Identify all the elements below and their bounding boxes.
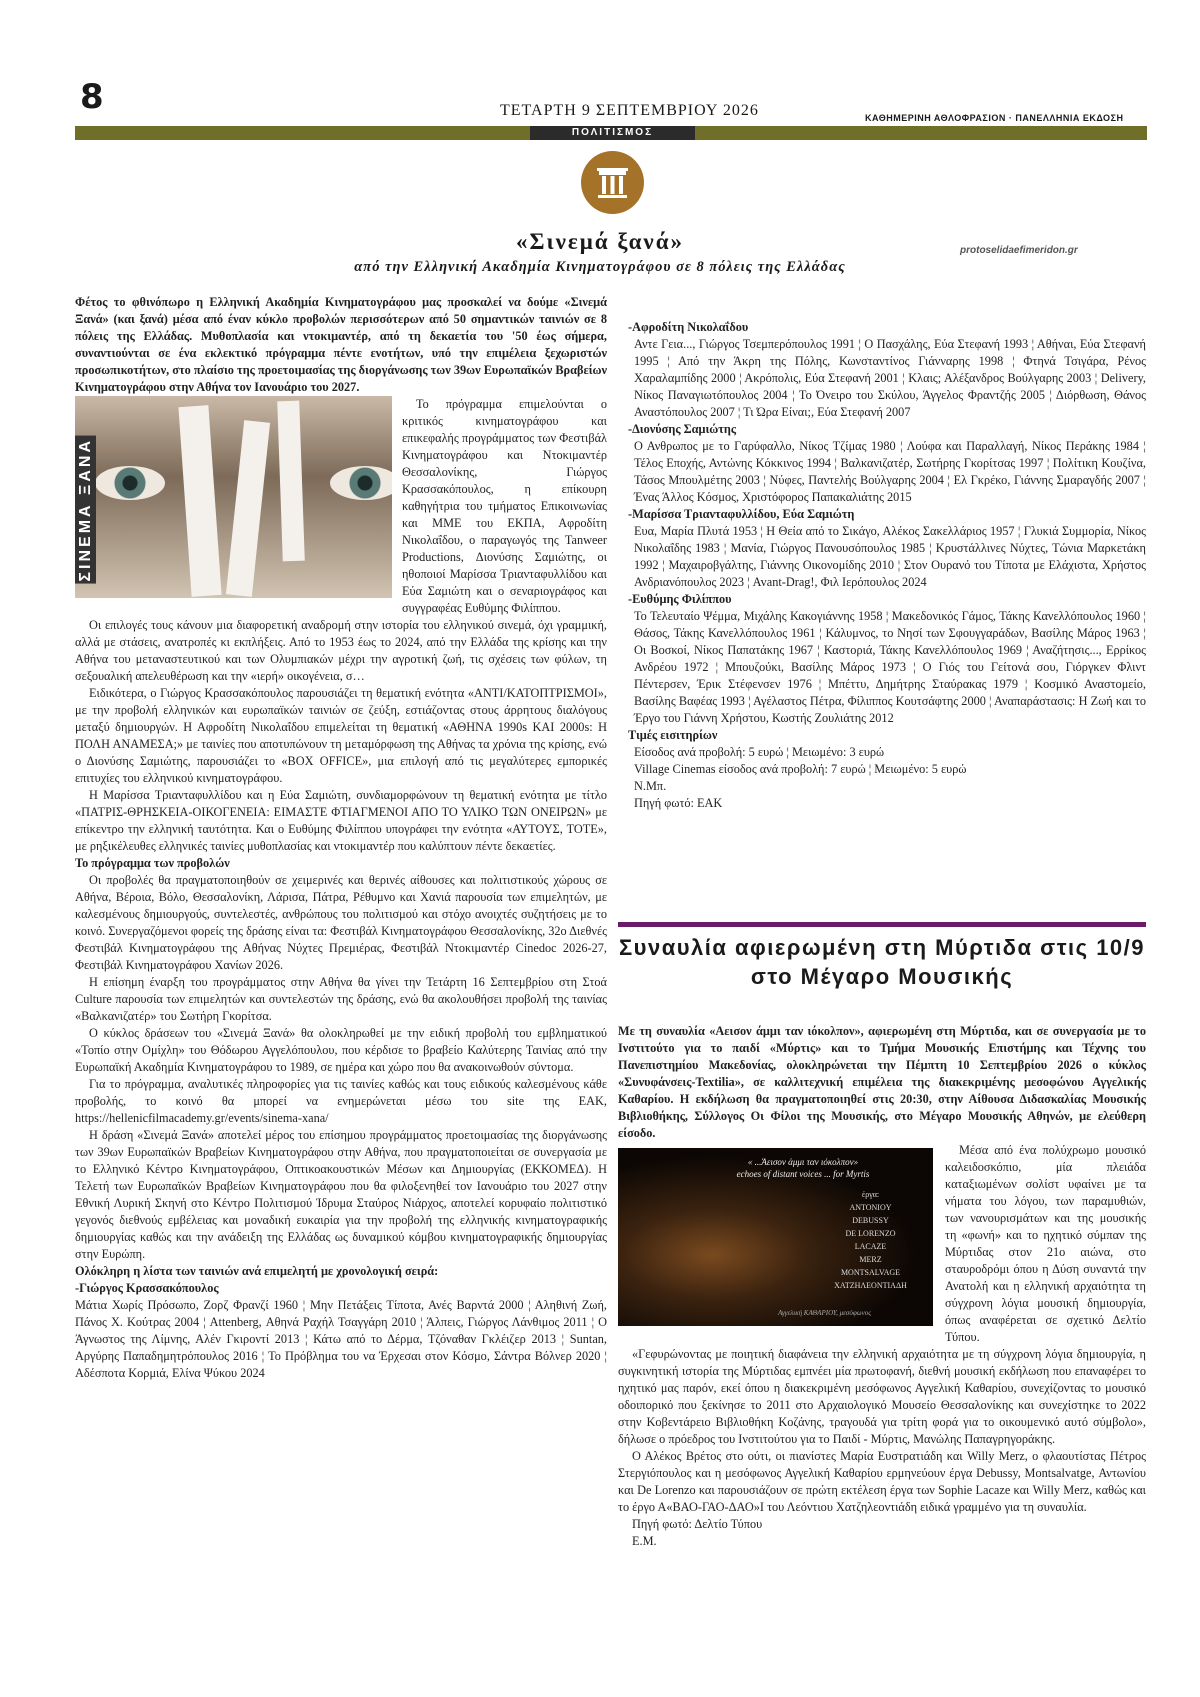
poster-title: « ...Άεισον άμμι ταν ιόκολπον» (747, 1157, 859, 1167)
article2-title: Συναυλία αφιερωμένη στη Μύρτιδα στις 10/9 στο Μέγαρο Μουσικής (618, 935, 1146, 989)
article-lead: Φέτος το φθινόπωρο η Ελληνική Ακαδημία Κινηματογράφου μας προσκαλεί να δούμε «Σινεμά Ξανά» (και ξανά) μέσα από έναν κύκλο προβολών περισσότερων από 50 σημαντικών ταινιών σε 8 πόλεις της Ελλάδας. Μυθοπλασία και ντοκιμαντέρ, από τη δεκαετία του '50 έως σήμερα, συναντιούνται σε ένα εκλεκτικό πρόγραμμα πέντε ενοτήτων, υπό την επιμέλεια ξεχωριστών προσωπικοτήτων, στο πλαίσιο της προετοιμασίας της διοργάνωσης των 39ων Ευρωπαϊκών Βραβείων Κινηματογράφου στην Αθήνα τον Ιανουάριο του 2027. (75, 295, 607, 394)
eye-right (330, 466, 392, 500)
poster-credit: Αγγελική ΚΑΘΑΡΙΟΥ, μεσόφωνος (778, 1309, 872, 1317)
concert-poster-image (618, 1148, 933, 1326)
article2-body (618, 1023, 1146, 1643)
article-subtitle: από την Ελληνική Ακαδημία Κινηματογράφου σε 8 πόλεις της Ελλάδας (354, 259, 846, 275)
article-title: «Σινεμά ξανά» (515, 229, 685, 254)
poster-composer: ANTONIOY (849, 1203, 892, 1212)
watermark: protoselidaefimeridon.gr (960, 245, 1078, 256)
image-stripe (226, 420, 270, 597)
film-list: Ο Ανθρωπος με το Γαρύφαλλο, Νίκος Τζίμας 1980 ¦ Λούφα και Παραλλαγή, Νίκος Περάκης 1984 ¦ Τέλος Εποχής, Αντώνης Κόκκινος 1994 ¦ Βαλκανιζατέρ, Σωτήρης Γκορίτσας 1997 ¦ Πολίτικη Κουζίνα, Τάσος Μπουλμέτης 2003 ¦ Νύφες, Παντελής Βούλγαρης 2004 ¦ Ελ Γκρέκο, Γιάννης Σμαραγδής 2007 ¦ Ένας Άλλος Κόσμος, Χριστόφορος Παπακαλιάτης 2015 (634, 439, 1146, 504)
curator-heading: -Μαρίσσα Τριανταφυλλίδου, Εύα Σαμιώτη (628, 507, 855, 521)
poster-composer: MONTSALVAGE (840, 1268, 901, 1277)
paragraph: Ειδικότερα, ο Γιώργος Κρασσακόπουλος παρουσιάζει τη θεματική ενότητα «ΑΝΤΙ/ΚΑΤΟΠΤΡΙΣΜΟΙ», με την προβολή ελληνικών και ευρωπαϊκών ταινιών σε ζεύξη, εστιάζοντας στους άρρητους διαλόγους μεταξύ δημιουργών. Η Αφροδίτη Νικολαΐδου επιμελείται τη θεματική «ΑΘΗΝΑ 1990s ΚΑΙ 2000s: Η ΠΟΛΗ ΑΝΑΜΕΣΑ;» με ταινίες που αποτυπώνουν τη μεταμόρφωση της Αθήνας τα χρόνια της κρίσης, ενώ ο Διονύσης Σαμιώτης, παρουσιάζει το «BOX OFFICE», μια επιλογή από τις μεγαλύτερες εμπορικές επιτυχίες του ελληνικού κινηματογράφου. (75, 686, 607, 785)
poster-text: ΣΙΝΕΜΑ ΞΑΝΑ (77, 438, 94, 582)
poster-composer: ΧΑΤΖΗΛΕΟΝΤΙΑΔΗ (834, 1281, 907, 1290)
author-initials: Ε.Μ. (632, 1534, 657, 1548)
curator-heading: -Γιώργος Κρασσακόπουλος (75, 1281, 219, 1295)
poster-subtitle: echoes of distant voices ... for Myrtis (736, 1169, 870, 1179)
poster-composer: LACAZE (854, 1242, 887, 1251)
paragraph: Για το πρόγραμμα, αναλυτικές πληροφορίες για τις ταινίες καθώς και τους ειδικούς καλεσμένους κάθε προβολής, το κοινό θα μπορεί να ενημερώνεται μέσω του site της ΕΑΚ, https://hellenicfilmacademy.gr/events/sinema-xana/ (75, 1077, 607, 1125)
paragraph: Μέσα από ένα πολύχρωμο μουσικό καλειδοσκόπιο, μία πλειάδα καταξιωμένων σολίστ υφαίνει με τα νήματα του λόγου, των παραμυθιών, των νανουρισμάτων και της μουσικής τη «φωνή» και το ηχητικό σύμπαν της Μύρτιδας στον 21ο αιώνα, στο σταυροδρόμι όπου η Δύση συναντά την Ανατολή και η ελληνική αρχαιότητα τη σύγχρονη λόγια μουσική δημιουργία, όπως αναφέρεται σε σχετικό Δελτίο Τύπου. (945, 1143, 1146, 1344)
paragraph: Ο κύκλος δράσεων του «Σινεμά Ξανά» θα ολοκληρωθεί με την ειδική προβολή του εμβληματικού «Τοπίο στην Ομίχλη» του Θόδωρου Αγγελόπουλου, που κέρδισε το βραβείο Καλύτερης Ταινίας από την Ευρωπαϊκή Ακαδημία Κινηματογράφου το 1989, σε ημέρα και χώρο που θα ανακοινωθούν σύντομα. (75, 1026, 607, 1074)
section-label: ΠΟΛΙΤΙΣΜΟΣ (530, 126, 695, 140)
article1-column-left (75, 294, 607, 1644)
image-stripe (277, 401, 305, 562)
article1-column-right (628, 319, 1146, 919)
paragraph: Το πρόγραμμα επιμελούνται ο κριτικός κινηματογράφου και επικεφαλής προγράμματος των Φεστιβάλ Κινηματογράφου και Ντοκιμαντέρ Θεσσαλονίκης, Γιώργος Κρασσακόπουλος, η επίκουρη καθηγήτρια του τμήματος Επικοινωνίας και ΜΜΕ του ΕΚΠΑ, Αφροδίτη Νικολαΐδου, ο παραγωγός της Tanweer Productions, Διονύσης Σαμιώτης, οι ηθοποιοί Μαρίσσα Τριανταφυλλίδου και Εύα Σαμιώτη και ο σεναριογράφος και συγγραφέας Ευθύμης Φιλίππου. (402, 397, 607, 615)
poster-composer: DEBUSSY (852, 1216, 889, 1225)
poster-composer-list (813, 1188, 928, 1292)
paragraph: «Γεφυρώνοντας με ποιητική διαφάνεια την ελληνική αρχαιότητα με τη σύγχρονη λόγια δημιουργία, η συγκινητική ιστορία της Μύρτιδας εμπνέει μία πρωτοφανή, διεθνή μουσική εκδήλωση που επαναφέρει το ηχητικό μας παρόν, εκεί όπου η διακεκριμένη μεσόφωνος Αγγελική Καθαρίου, συνεχίζοντας το μουσικό οδοιπορικό που ξεκίνησε το 2011 στο Αρχαιολογικό Μουσείο Θεσσαλονίκης και συνεχίστηκε το 2022 στην Κοβεντάρειο Βιβλιοθήκη Κοζάνης, τραγουδά για τρίτη φορά για το οικουμενικό αυτό σύμβολο», δήλωσε ο πρόεδρος του Ινστιτούτου για το Παιδί - Μύρτις, Μανώλης Παπαγρηγοράκης. (618, 1347, 1146, 1446)
curator-heading: -Διονύσης Σαμιώτης (628, 422, 737, 436)
price-line: Είσοδος ανά προβολή: 5 ευρώ ¦ Μειωμένο: 3 ευρώ (634, 745, 885, 759)
issue-date: ΤΕΤΑΡΤΗ 9 ΣΕΠΤΕΜΒΡΙΟΥ 2026 (500, 102, 759, 119)
subheading-list: Ολόκληρη η λίστα των ταινιών ανά επιμελητή με χρονολογική σειρά: (75, 1264, 439, 1278)
paragraph: Η επίσημη έναρξη του προγράμματος στην Αθήνα θα γίνει την Τετάρτη 16 Σεπτεμβρίου στη Στοά Culture παρουσία των επιμελητών και συντελεστών της δράσης, ενώ θα ακολουθήσει προβολή της ταινίας «Βαλκανιζατέρ» του Σωτήρη Γκορίτσα. (75, 975, 607, 1023)
poster-composer: MERZ (859, 1255, 882, 1264)
poster-composer: DE LORENZO (845, 1229, 896, 1238)
film-list: Αντε Γεια..., Γιώργος Τσεμπερόπουλος 1991 ¦ Ο Πασχάλης, Εύα Στεφανή 1993 ¦ Αθήναι, Εύα Στεφανή 1995 ¦ Από την Άκρη της Πόλης, Κωνσταντίνος Γιάνναρης 1998 ¦ Φτηνά Τσιγάρα, Ρένος Χαραλαμπίδης 2000 ¦ Ακρόπολις, Εύα Στεφανή 2001 ¦ Κλαις; Αλέξανδρος Βούλγαρης 2003 ¦ Delivery, Νίκος Παναγιωτόπουλος 2004 ¦ Το Όνειρο του Σκύλου, Άγγελος Φραντζής 2005 ¦ Διόρθωση, Θάνος Αναστόπουλος 2007 ¦ Τι Ώρα Είναι;, Εύα Στεφανή 2007 (634, 337, 1146, 419)
column-logo-icon (581, 151, 644, 214)
page-number: 8 (80, 77, 104, 117)
photo-credit: Πηγή φωτό: ΕΑΚ (634, 796, 723, 810)
poster-image (75, 396, 392, 598)
curator-heading: -Ευθύμης Φιλίππου (628, 592, 732, 606)
film-list: Το Τελευταίο Ψέμμα, Μιχάλης Κακογιάννης 1958 ¦ Μακεδονικός Γάμος, Τάκης Κανελλόπουλος 1960 ¦ Θάσος, Τάκης Κανελλόπουλος 1961 ¦ Κάλυμνος, το Νησί των Σφουγγαράδων, Βασίλης Μάρος 1963 ¦ Οι Βοσκοί, Νίκος Παπατάκης 1967 ¦ Καστοριά, Τάκης Κανελλόπουλος 1969 ¦ Αναζήτησις..., Ερρίκος Ανδρέου 1972 ¦ Μπουζούκι, Βασίλης Μάρος 1973 ¦ Ο Γιός του Γείτονά σου, Γιόργκεν Φλιντ Πέντερσεν, Έρικ Στέφενσεν 1976 ¦ Μπέττυ, Δημήτρης Σταύρακας 1979 ¦ Κοσμικό Αναστομείο, Βασίλης Βαφέας 1993 ¦ Αγέλαστος Πέτρα, Φίλιππος Κουτσάφτης 2000 ¦ Αναπαράστασις: Η Ζωή και το Έργο του Γιάννη Χρήστου, Κωστής Ζουλιάτης 2012 (634, 609, 1146, 725)
paragraph: Οι προβολές θα πραγματοποιηθούν σε χειμερινές και θερινές αίθουσες και πολιτιστικούς χώρους σε Αθήνα, Βέροια, Βόλο, Θεσσαλονίκη, Λάρισα, Πάτρα, Ρέθυμνο και Χανιά παρουσία των επιμελητών, με καλεσμένους δημιουργούς, συντελεστές, ανθρώπους του πολιτισμού και στόχο ανοιχτές συζητήσεις με το κοινό. Συνεργαζόμενοι φορείς της δράσης είναι τα: Φεστιβάλ Κινηματογράφου Θεσσαλονίκης, 32ο Διεθνές Φεστιβάλ Κινηματογράφου της Αθήνας Νύχτες Πρεμιέρας, Φεστιβάλ Ντοκιμαντέρ Cinedoc 2026-27, Φεστιβάλ Κινηματογράφου Χανίων 2026. (75, 873, 607, 972)
paragraph: Η Μαρίσσα Τριανταφυλλίδου και η Εύα Σαμιώτη, συνδιαμορφώνουν τη θεματική ενότητα με τίτλο «ΠΑΤΡΙΣ-ΘΡΗΣΚΕΙΑ-ΟΙΚΟΓΕΝΕΙΑ: ΕΙΜΑΣΤΕ ΦΤΙΑΓΜΕΝΟΙ ΑΠΟ ΤΟ ΥΛΙΚΟ ΤΩΝ ΟΝΕΙΡΩΝ» με επίκεντρο την ελληνική ταυτότητα. Και ο Ευθύμης Φιλίππου υπογράφει την ενότητα «ΑΥΤΟΥΣ, ΤΟΤΕ», με ρηξικέλευθες ελληνικές ταινίες μυθοπλασίας και ντοκιμαντέρ που καλύπτουν πέντε δεκαετίες. (75, 788, 607, 853)
paragraph: Ο Αλέκος Βρέτος στο ούτι, οι πιανίστες Μαρία Ευστρατιάδη και Willy Merz, ο φλαουτίστας Πέτρος Στεργιόπουλος και η μεσόφωνος Αγγελική Καθαρίου ερμηνεύουν έργα Debussy, Montsalvatge, Αντωνίου και De Lorenzo και παρουσιάζουν σε πρώτη εκτέλεση έργα των Sophie Lacaze και Willy Merz, καθώς και το έργο Α«ΒΑΟ-ΓΑΟ-ΔΑΟ»Ι του Λεόντιου Χατζηλεοντιάδη ειδικά γραμμένο για τη συναυλία. (618, 1449, 1146, 1514)
article2-rule (618, 922, 1146, 927)
price-line: Village Cinemas είσοδος ανά προβολή: 7 ευρώ ¦ Μειωμένο: 5 ευρώ (634, 762, 967, 776)
article2-lead: Με τη συναυλία «Αεισον άμμι ταν ιόκολπον», αφιερωμένη στη Μύρτιδα, και σε συνεργασία με το Ινστιτούτο για το παιδί «Μύρτις» και το Τμήμα Μουσικής Επιστήμης και Τέχνης του Πανεπιστημίου Μακεδονίας, ολοκληρώνεται την Πέμπτη 10 Σεπτεμβρίου 2026 ο κύκλος «Συνυφάνσεις-Textilia», σε καλλιτεχνική επιμέλεια της διακεκριμένης μεσοφώνου Αγγελικής Καθαρίου. Η εκδήλωση θα πραγματοποιηθεί στις 20:30, στην Αίθουσα Διδασκαλίας Μουσικής Βιβλιοθήκης, Σύλλογος Οι Φίλοι της Μουσικής, στο Μέγαρο Μουσικής Αθηνών, με ελεύθερη είσοδο. (618, 1024, 1146, 1140)
paragraph: Οι επιλογές τους κάνουν μια διαφορετική αναδρομή στην ιστορία του ελληνικού σινεμά, όχι γραμμική, αλλά με στάσεις, ανατροπές κι εκπλήξεις. Από το 1953 έως το 2024, από την Ελλάδα της κρίσης και την Αθήνα του μεταναστευτικού και των Ολυμπιακών μέχρι την αγροτική ζωή, τις σχέσεις των φύλων, τη σεξουαλική απελευθέρωση και την «ιερή» οικογένεια, σ… (75, 618, 607, 683)
film-list: Ευα, Μαρία Πλυτά 1953 ¦ Η Θεία από το Σικάγο, Αλέκος Σακελλάριος 1957 ¦ Γλυκιά Συμμορία, Νίκος Νικολαΐδης 1983 ¦ Μανία, Γιώργος Πανουσόπουλος 1985 ¦ Κρυστάλλινες Νύχτες, Τώνια Μαρκετάκη 1992 ¦ Μαχαιροβγάλτης, Γιάννης Οικονομίδης 2010 ¦ Στον Ουρανό του Τίποτα με Ελάχιστα, Χρήστος Ανδριανόπουλος 2023 ¦ Avant-Drag!, Φιλ Ιερόπουλος 2024 (634, 524, 1146, 589)
photo-credit: Πηγή φωτό: Δελτίο Τύπου (632, 1517, 763, 1531)
eye-left (95, 466, 165, 500)
subheading-program: Το πρόγραμμα των προβολών (75, 856, 230, 870)
author-initials: Ν.Μπ. (634, 779, 667, 793)
paragraph: Η δράση «Σινεμά Ξανά» αποτελεί μέρος του επίσημου προγράμματος προετοιμασίας της διοργάνωσης των 39ων Ευρωπαϊκών Βραβείων Κινηματογράφου στην Αθήνα, που πραγματοποιείται σε συνεργασία με το Ελληνικό Κέντρο Κινηματογράφου, Οπτικοακουστικών Μέσων και Δημιουργίας (ΕΚΚΟΜΕΔ). Η Τελετή των Ευρωπαϊκών Βραβείων Κινηματογράφου που θα φιλοξενηθεί τον Ιανουάριο του 2027 στην Εθνική Λυρική Σκηνή στο Κέντρο Πολιτισμού Ίδρυμα Σταύρος Νιάρχος, αποτελεί κορυφαίο πολιτιστικό γεγονός διεθνούς εμβέλειας και μοναδική ευκαιρία για την προβολή της ελληνικής κινηματογραφικής δημιουργίας καθώς και την ανάδειξη της Ελλάδας ως δυναμικού κόμβου κινηματογραφικής δημιουργίας στην Ευρώπη. (75, 1128, 607, 1261)
prices-heading: Τιμές εισιτηρίων (628, 728, 718, 742)
masthead: ΚΑΘΗΜΕΡΙΝΗ ΑΘΛΟΦΡΑΣΙΟΝ · ΠΑΝΕΛΛΗΝΙΑ ΕΚΔΟΣΗ (865, 113, 1124, 123)
image-stripe (178, 405, 221, 597)
poster-composer: έργα: (861, 1190, 880, 1199)
curator-heading: -Αφροδίτη Νικολαΐδου (628, 320, 749, 334)
film-list: Μάτια Χωρίς Πρόσωπο, Ζορζ Φρανζί 1960 ¦ Μην Πετάξεις Τίποτα, Ανές Βαρντά 2000 ¦ Αληθινή Ζωή, Πάνος Χ. Κούτρας 2004 ¦ Attenberg, Αθηνά Ραχήλ Τσαγγάρη 2010 ¦ Άλπεις, Γιώργος Λάνθιμος 2011 ¦ Ο Άγνωστος της Λίμνης, Αλέν Γκιροντί 2013 ¦ Κάτω από το Δέρμα, Τζόναθαν Γκλέιζερ 2013 ¦ Suntan, Αργύρης Παπαδημητρόπουλος 2016 ¦ Το Πρόβλημα του να Έρχεσαι στον Κόσμο, Σάντρα Βόλνερ 2020 ¦ Αδέσποτα Κορμιά, Ελίνα Ψύκου 2024 (75, 1298, 607, 1380)
